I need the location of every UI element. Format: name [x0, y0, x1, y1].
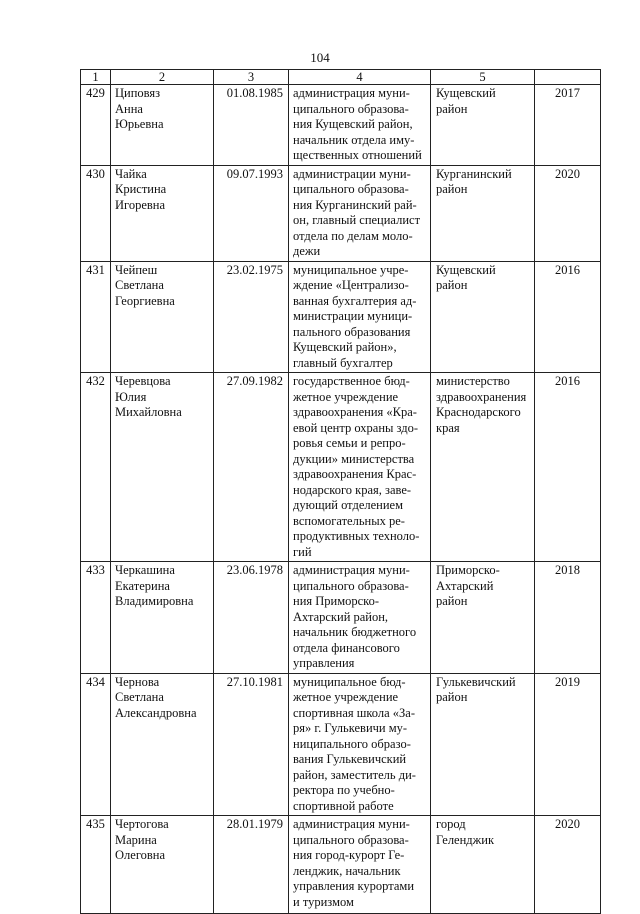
- birth-date: 09.07.1993: [214, 165, 289, 261]
- page-number: 104: [310, 50, 330, 65]
- table-header-row: [81, 70, 601, 85]
- column-header: 3: [214, 70, 289, 85]
- table-row: [81, 816, 601, 914]
- birth-date: 27.09.1982: [214, 373, 289, 562]
- year: 2016: [535, 373, 601, 562]
- position-description: государственное бюд- жетное учреждение здравоохранения «Кра- евой центр охраны здо- ровья семьи и репро- дукции» министерства здравоохранения Крас- нодарского края, заве- дующий отделением вспомогательных ре- продуктивных техноло- гий: [289, 373, 431, 562]
- year: 2016: [535, 261, 601, 373]
- year: 2018: [535, 562, 601, 674]
- territory: Курганинский район: [431, 165, 535, 261]
- position-description: муниципальное бюд- жетное учреждение спортивная школа «За- ря» г. Гулькевичи му- ниципального образо- вания Гулькевичский район, заместитель ди- ректора по учебно- спортивной работе: [289, 673, 431, 816]
- person-name: Чейпеш Светлана Георгиевна: [111, 261, 214, 373]
- person-name: Черкашина Екатерина Владимировна: [111, 562, 214, 674]
- birth-date: 01.08.1985: [214, 85, 289, 166]
- row-number: 432: [81, 373, 111, 562]
- territory: Кущевский район: [431, 261, 535, 373]
- table-row: [81, 85, 601, 166]
- table-row: [81, 673, 601, 816]
- birth-date: 23.06.1978: [214, 562, 289, 674]
- position-description: муниципальное учре- ждение «Централизо- ванная бухгалтерия ад- министрации муници- пального образования Кущевский район», главный бухгалтер: [289, 261, 431, 373]
- table-row: [81, 562, 601, 674]
- position-description: администрации муни- ципального образова- ния Курганинский рай- он, главный специалист отдела по делам моло- дежи: [289, 165, 431, 261]
- position-description: администрация муни- ципального образова- ния город-курорт Ге- ленджик, начальник управления курортами и туризмом: [289, 816, 431, 914]
- person-name: Чернова Светлана Александровна: [111, 673, 214, 816]
- position-description: администрация муни- ципального образова- ния Кущевский район, начальник отдела иму- щественных отношений: [289, 85, 431, 166]
- person-name: Черевцова Юлия Михайловна: [111, 373, 214, 562]
- year: 2017: [535, 85, 601, 166]
- territory: министерство здравоохранения Краснодарского края: [431, 373, 535, 562]
- row-number: 429: [81, 85, 111, 166]
- birth-date: 23.02.1975: [214, 261, 289, 373]
- person-name: Чайка Кристина Игоревна: [111, 165, 214, 261]
- year: 2020: [535, 816, 601, 914]
- row-number: 434: [81, 673, 111, 816]
- row-number: 435: [81, 816, 111, 914]
- person-name: Чертогова Марина Олеговна: [111, 816, 214, 914]
- year: 2019: [535, 673, 601, 816]
- row-number: 430: [81, 165, 111, 261]
- column-header: 2: [111, 70, 214, 85]
- personnel-table: [80, 69, 601, 914]
- column-header: 4: [289, 70, 431, 85]
- column-header: 1: [81, 70, 111, 85]
- year: 2020: [535, 165, 601, 261]
- territory: Кущевский район: [431, 85, 535, 166]
- column-header: [535, 70, 601, 85]
- birth-date: 28.01.1979: [214, 816, 289, 914]
- row-number: 433: [81, 562, 111, 674]
- row-number: 431: [81, 261, 111, 373]
- person-name: Циповяз Анна Юрьевна: [111, 85, 214, 166]
- territory: Приморско- Ахтарский район: [431, 562, 535, 674]
- column-header: 5: [431, 70, 535, 85]
- table-row: [81, 165, 601, 261]
- birth-date: 27.10.1981: [214, 673, 289, 816]
- table-row: [81, 261, 601, 373]
- territory: Гулькевичский район: [431, 673, 535, 816]
- table-row: [81, 373, 601, 562]
- position-description: администрация муни- ципального образова- ния Приморско- Ахтарский район, начальник бюджетного отдела финансового управления: [289, 562, 431, 674]
- territory: город Геленджик: [431, 816, 535, 914]
